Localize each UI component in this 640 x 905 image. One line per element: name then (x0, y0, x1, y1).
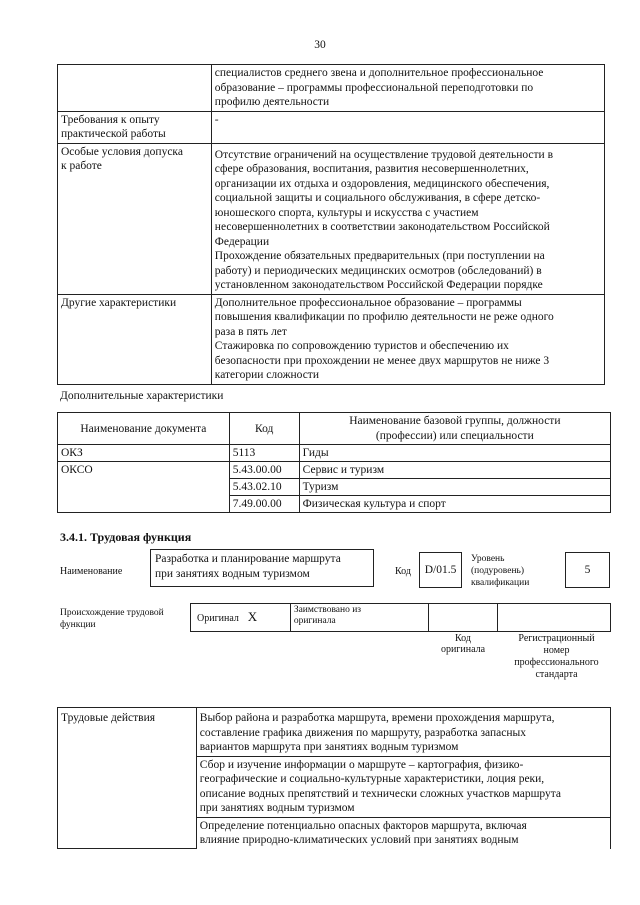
text-line: Уровень (471, 554, 505, 564)
cell-name: Туризм (299, 479, 610, 496)
text-line: Особые условия допуска (61, 145, 183, 158)
text-line: сфере образования, воспитания, развития несовершеннолетних, (214, 163, 529, 175)
table-row (58, 143, 605, 294)
text-line: вариантов маршрута при занятиях водным туризмом (199, 741, 459, 753)
text-line: категории сложности (214, 369, 319, 381)
origin-label (60, 607, 164, 631)
text-line: организации их отдыха и оздоровления, медицинского обеспечения, (214, 177, 550, 190)
original-label: Оригинал (197, 613, 239, 624)
table-row (58, 111, 605, 143)
text-line: Другие характеристики (61, 296, 177, 309)
text-line: влияние природно-климатических условий при занятиях водным (199, 834, 519, 846)
text-line: Выбор района и разработка маршрута, времени прохождения маршрута, (199, 712, 555, 724)
table-row (58, 708, 611, 757)
row-label (58, 143, 212, 294)
text-line: Дополнительное профессиональное образование – программы (214, 296, 522, 309)
row-value (211, 65, 604, 112)
col-header-code: Код (229, 413, 299, 445)
table-row (58, 462, 611, 479)
text-line: образование – программы профессиональной переподготовки по (214, 81, 534, 94)
name-label: Наименование (60, 566, 123, 577)
cell-name: Гиды (299, 445, 610, 462)
table-row (58, 294, 605, 384)
text-line: составление графика движения по маршруту, разработка запасных (199, 726, 526, 739)
text-line: оригинала (293, 616, 336, 626)
text-line: раза в пять лет (214, 325, 287, 338)
cell-doc: ОКСО (58, 462, 230, 513)
text-line: Наименование базовой группы, должности (349, 415, 561, 427)
actions-table (57, 707, 611, 849)
text-line: установленном законодательством Российской Федерации порядке (214, 279, 543, 291)
text-line: Сбор и изучение информации о маршруте – картография, физико- (199, 758, 524, 771)
text-line: Федерации (214, 235, 270, 248)
text-line: работу) и периодических медицинских осмотров (обследований) в (214, 264, 542, 277)
original-mark: X (247, 609, 258, 624)
origin-code-cell (428, 604, 498, 632)
requirements-table (57, 64, 605, 385)
text-line: Требования к опыту (61, 113, 160, 126)
text-line: - (214, 113, 219, 126)
text-line: (подуровень) (471, 566, 525, 576)
text-line: стандарта (535, 669, 578, 680)
cell-code: 5.43.02.10 (229, 479, 299, 496)
text-line: Стажировка по сопровождению туристов и обеспечению их (214, 340, 509, 352)
col-header-doc: Наименование документа (58, 413, 230, 445)
col-header-name (299, 413, 610, 445)
origin-code-caption (428, 633, 498, 655)
text-line: Разработка и планирование маршрута (155, 553, 341, 565)
text-line: юношеского спорта, культуры и искусства с участием (214, 206, 479, 219)
text-line: социальной защиты и социального обслуживания, в сфере детско- (214, 192, 541, 204)
text-line: Регистрационный (518, 633, 595, 644)
reg-number-cell (498, 604, 611, 632)
text-line: практической работы (61, 128, 166, 140)
action-item (196, 817, 610, 849)
text-line: Происхождение трудовой (60, 608, 164, 618)
cell-name: Сервис и туризм (299, 462, 610, 479)
text-line: при занятиях водным туризмом (199, 802, 355, 814)
text-line: несовершеннолетних в соответствии законодательством Российской (214, 221, 550, 233)
text-line: профессионального (514, 657, 599, 668)
row-label (58, 65, 212, 112)
text-line: Код (455, 633, 471, 644)
text-line: Прохождение обязательных предварительных (при поступлении на (214, 250, 545, 262)
text-line: повышения квалификации по профилю деятельности не реже одного (214, 311, 554, 323)
text-line: номер (543, 645, 570, 656)
section-title: 3.4.1. Трудовая функция (60, 530, 192, 544)
cell-code: 7.49.00.00 (229, 496, 299, 513)
text-line: профилю деятельности (214, 96, 330, 108)
original-cell (191, 604, 291, 632)
additional-table (57, 412, 611, 513)
code-label: Код (395, 566, 411, 577)
text-line: функции (60, 620, 96, 630)
text-line: оригинала (440, 644, 486, 655)
table-row (58, 445, 611, 462)
code-value-box: D/01.5 (419, 552, 462, 588)
text-line: географические и социально-культурные характеристики, лоция реки, (199, 773, 545, 785)
actions-label: Трудовые действия (58, 708, 197, 849)
text-line: специалистов среднего звена и дополнительное профессиональное (214, 67, 544, 79)
row-label (58, 294, 212, 384)
text-line: (профессии) или специальности (375, 429, 534, 442)
table-row (191, 604, 611, 632)
table-row (58, 65, 605, 112)
page-number: 30 (314, 39, 326, 51)
cell-code: 5.43.00.00 (229, 462, 299, 479)
text-line: Заимствовано из (293, 605, 362, 615)
text-line: Отсутствие ограничений на осуществление трудовой деятельности в (214, 148, 554, 161)
text-line: безопасности при прохождении не менее двух маршрутов не ниже 3 (214, 354, 550, 367)
row-value (211, 111, 604, 143)
level-label (471, 553, 529, 589)
cell-code: 5113 (229, 445, 299, 462)
text-line: Определение потенциально опасных факторов маршрута, включая (199, 819, 527, 832)
reg-caption (500, 633, 613, 681)
function-name-box (150, 549, 374, 587)
cell-name: Физическая культура и спорт (299, 496, 610, 513)
text-line: описание водных препятствий и технически сложных участков маршрута (199, 787, 562, 800)
origin-table (190, 603, 611, 632)
text-line: при занятиях водным туризмом (155, 567, 310, 580)
action-item (196, 708, 610, 757)
row-value (211, 143, 604, 294)
cell-doc: ОКЗ (58, 445, 230, 462)
text-line: квалификации (471, 578, 530, 588)
text-line: к работе (61, 160, 102, 172)
level-value-box: 5 (565, 552, 610, 588)
table-header-row (58, 413, 611, 445)
row-label (58, 111, 212, 143)
borrowed-cell (290, 604, 428, 632)
action-item (196, 756, 610, 817)
additional-heading: Дополнительные характеристики (60, 390, 224, 402)
row-value (211, 294, 604, 384)
